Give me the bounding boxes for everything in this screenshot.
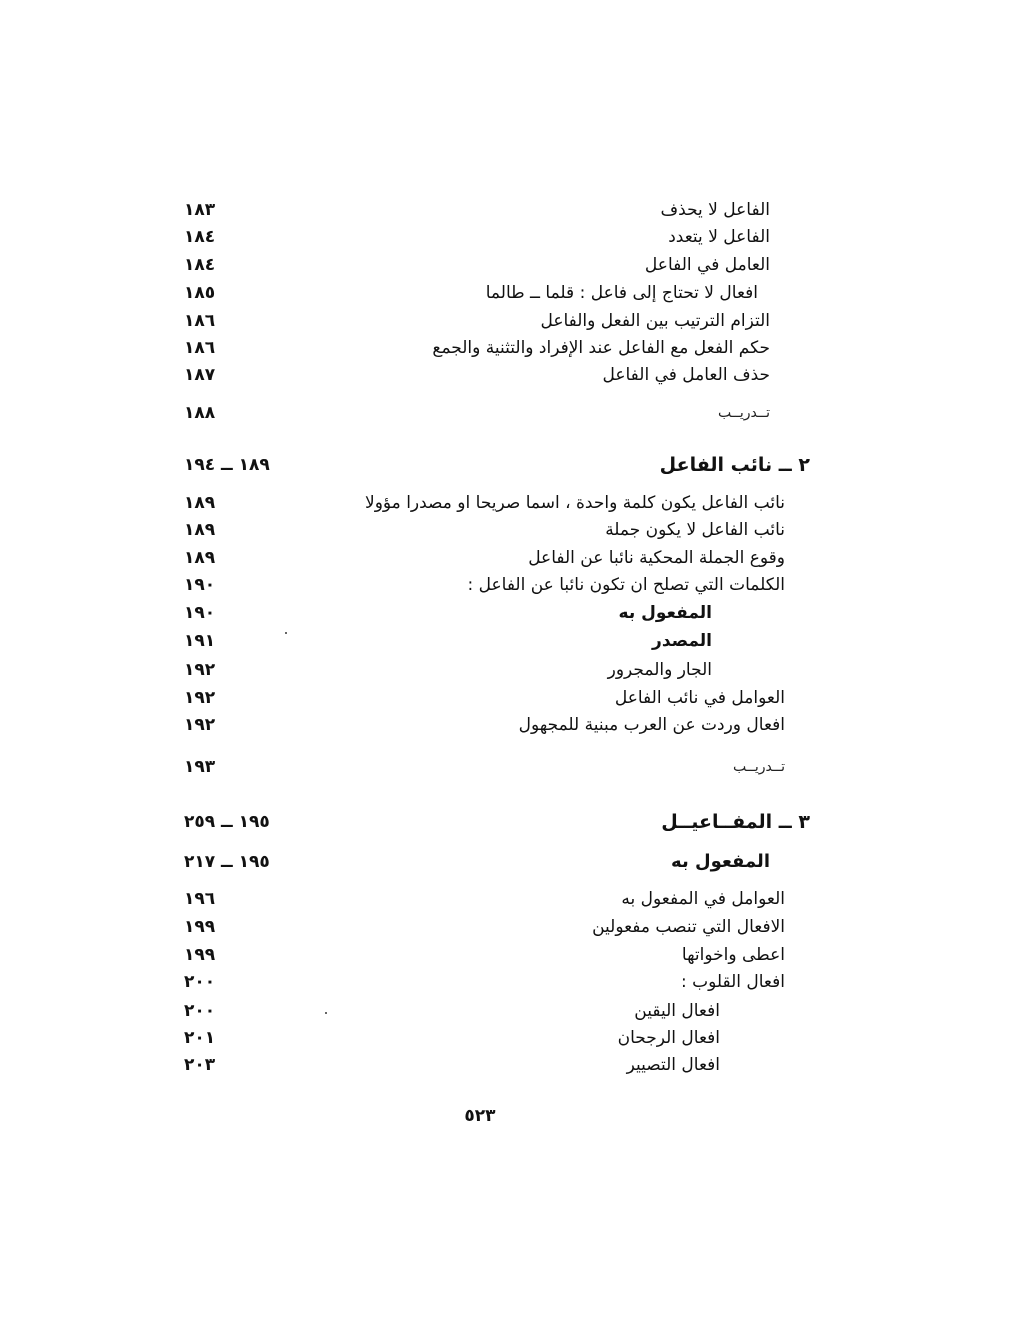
toc-entry — [170, 600, 770, 628]
entry-title: العامل في الفاعل — [644, 255, 770, 275]
toc-entry — [170, 628, 770, 656]
entry-title: افعال القلوب : — [680, 972, 785, 992]
toc-entry — [170, 280, 770, 308]
toc-entry — [170, 998, 770, 1026]
toc-entry — [170, 224, 770, 252]
entry-page: ١٨٦ — [184, 311, 216, 331]
entry-page: ١٩٩ — [184, 945, 216, 965]
toc-entry — [170, 308, 770, 336]
entry-title: حذف العامل في الفاعل — [602, 365, 770, 385]
section-page-range: ١٨٩ ــ ١٩٤ — [184, 455, 270, 475]
entry-title: المفعول به — [618, 603, 712, 623]
subsection-heading — [170, 848, 770, 878]
entry-title: الجار والمجرور — [607, 660, 712, 680]
entry-title: افعال اليقين — [634, 1001, 720, 1021]
entry-page: ١٨٦ — [184, 338, 216, 358]
entry-title: افعال الرجحان — [617, 1028, 720, 1048]
entry-title: حكم الفعل مع الفاعل عند الإفراد والتثنية والجمع — [432, 338, 770, 358]
entry-page: ١٩٢ — [184, 715, 216, 735]
entry-page: ٢٠١ — [184, 1028, 216, 1048]
section-title: ٣ ــ المفــاعيــل — [661, 811, 810, 833]
entry-title: تــدريــب — [717, 405, 770, 421]
entry-title: الفاعل لا يحذف — [660, 200, 770, 220]
entry-page: ١٩١ — [184, 631, 216, 651]
section-heading — [170, 808, 810, 838]
entry-page: ١٨٣ — [184, 200, 216, 220]
entry-title: تــدريــب — [732, 759, 785, 775]
toc-entry — [170, 197, 770, 225]
entry-page: ١٩٠ — [184, 603, 216, 623]
toc-entry — [170, 657, 770, 685]
entry-page: ١٩٩ — [184, 917, 216, 937]
entry-page: ١٩٦ — [184, 889, 216, 909]
entry-page: ١٩٠ — [184, 575, 216, 595]
toc-entry — [170, 490, 785, 518]
toc-entry — [170, 1025, 770, 1053]
toc-entry — [170, 969, 785, 997]
entry-title: نائب الفاعل يكون كلمة واحدة ، اسما صريحا او مصدرا مؤولا — [365, 493, 785, 513]
toc-entry — [170, 362, 770, 390]
entry-page: ١٨٩ — [184, 493, 216, 513]
entry-title: التزام الترتيب بين الفعل والفاعل — [540, 311, 770, 331]
subsection-title: المفعول به — [671, 851, 770, 872]
entry-title: افعال التصيير — [626, 1055, 720, 1075]
toc-entry — [170, 914, 785, 942]
section-heading — [170, 451, 810, 481]
entry-page: ١٩٣ — [184, 757, 216, 777]
toc-entry-exercise — [170, 754, 785, 782]
entry-page: ١٩٢ — [184, 660, 216, 680]
toc-entry-exercise — [170, 400, 770, 428]
entry-title: اعطى واخواتها — [681, 945, 785, 965]
toc-entry — [170, 335, 770, 363]
scan-speck — [285, 632, 287, 634]
subsection-page-range: ١٩٥ ــ ٢١٧ — [184, 852, 270, 872]
toc-entry — [170, 517, 785, 545]
toc-entry — [170, 572, 785, 600]
toc-entry — [170, 252, 770, 280]
toc-entry — [170, 685, 785, 713]
entry-page: ٢٠٠ — [184, 972, 216, 992]
entry-page: ١٨٤ — [184, 255, 216, 275]
entry-page: ٢٠٣ — [184, 1055, 216, 1075]
entry-title: العوامل في نائب الفاعل — [614, 688, 785, 708]
entry-title: المصدر — [652, 631, 712, 651]
entry-page: ١٩٢ — [184, 688, 216, 708]
toc-entry — [170, 886, 785, 914]
entry-title: الافعال التي تنصب مفعولين — [592, 917, 785, 937]
section-title: ٢ ــ نائب الفاعل — [659, 454, 810, 476]
entry-page: ١٨٤ — [184, 227, 216, 247]
entry-page: ١٨٩ — [184, 520, 216, 540]
entry-page: ١٨٩ — [184, 548, 216, 568]
entry-title: الفاعل لا يتعدد — [668, 227, 770, 247]
entry-page: ١٨٥ — [184, 283, 216, 303]
entry-title: افعال وردت عن العرب مبنية للمجهول — [518, 715, 785, 735]
entry-page: ١٨٨ — [184, 403, 216, 423]
toc-entry — [170, 712, 785, 740]
page-number: ٥٢٣ — [464, 1106, 496, 1126]
toc-entry — [170, 942, 785, 970]
entry-title: افعال لا تحتاج إلى فاعل : قلما ــ طالما — [485, 283, 758, 303]
entry-title: الكلمات التي تصلح ان تكون نائبا عن الفاعل : — [467, 575, 785, 595]
section-page-range: ١٩٥ ــ ٢٥٩ — [184, 812, 270, 832]
scan-speck — [325, 1012, 327, 1014]
entry-title: وقوع الجملة المحكية نائبا عن الفاعل — [528, 548, 785, 568]
entry-page: ٢٠٠ — [184, 1001, 216, 1021]
toc-entry — [170, 545, 785, 573]
entry-page: ١٨٧ — [184, 365, 216, 385]
entry-title: العوامل في المفعول به — [621, 889, 785, 909]
toc-entry — [170, 1052, 770, 1080]
entry-title: نائب الفاعل لا يكون جملة — [605, 520, 785, 540]
